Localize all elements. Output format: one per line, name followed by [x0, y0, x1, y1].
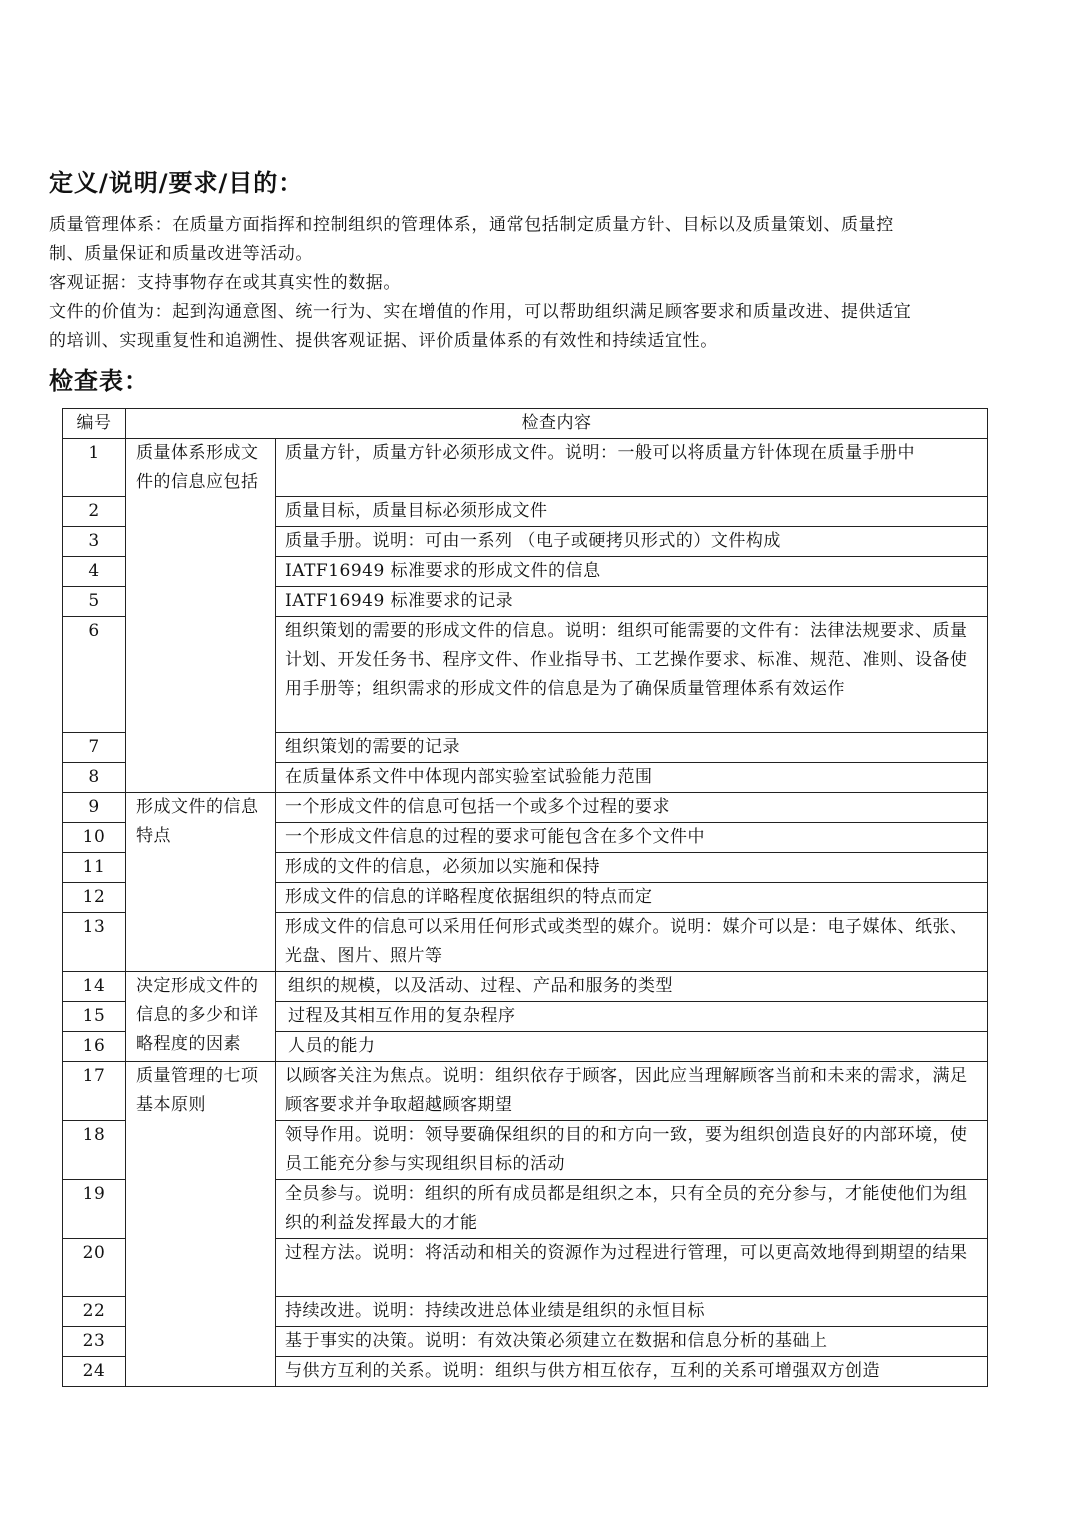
item-number: 24 [63, 1357, 126, 1387]
item-content: 一个形成文件信息的过程的要求可能包含在多个文件中 [276, 823, 988, 853]
item-content: 领导作用。说明：领导要确保组织的目的和方向一致，要为组织创造良好的内部环境，使员工能充分参与实现组织目标的活动 [276, 1121, 988, 1180]
table-row [63, 1062, 988, 1121]
item-number: 13 [63, 913, 126, 972]
item-content: 基于事实的决策。说明：有效决策必须建立在数据和信息分析的基础上 [276, 1327, 988, 1357]
category-cell: 质量管理的七项基本原则 [126, 1062, 276, 1387]
item-content: 形成文件的信息的详略程度依据组织的特点而定 [276, 883, 988, 913]
item-number: 20 [63, 1239, 126, 1297]
category-cell: 决定形成文件的信息的多少和详略程度的因素 [126, 972, 276, 1062]
item-number: 10 [63, 823, 126, 853]
table-row [63, 972, 988, 1002]
checklist-heading: 检查表： [49, 367, 149, 395]
item-number: 19 [63, 1180, 126, 1239]
item-content: 质量方针，质量方针必须形成文件。说明：一般可以将质量方针体现在质量手册中 [276, 439, 988, 497]
item-number: 14 [63, 972, 126, 1002]
item-content: 全员参与。说明：组织的所有成员都是组织之本，只有全员的充分参与，才能使他们为组织的利益发挥最大的才能 [276, 1180, 988, 1239]
checklist-table [62, 408, 988, 1387]
item-content: 质量手册。说明：可由一系列 （电子或硬拷贝形式的）文件构成 [276, 527, 988, 557]
item-content: IATF16949 标准要求的形成文件的信息 [276, 557, 988, 587]
item-number: 18 [63, 1121, 126, 1180]
item-number: 3 [63, 527, 126, 557]
item-content: 组织策划的需要的形成文件的信息。说明：组织可能需要的文件有：法律法规要求、质量计划、开发任务书、程序文件、作业指导书、工艺操作要求、标准、规范、准则、设备使用手册等；组织需求的形成文件的信息是为了确保质量管理体系有效运作 [276, 617, 988, 733]
item-content: 形成的文件的信息，必须加以实施和保持 [276, 853, 988, 883]
item-content: 过程方法。说明：将活动和相关的资源作为过程进行管理，可以更高效地得到期望的结果 [276, 1239, 988, 1297]
category-cell: 质量体系形成文件的信息应包括 [126, 439, 276, 793]
item-content: 质量目标，质量目标必须形成文件 [276, 497, 988, 527]
item-number: 5 [63, 587, 126, 617]
header-content: 检查内容 [126, 409, 988, 439]
item-number: 7 [63, 733, 126, 763]
definition-paragraph: 客观证据：支持事物存在或其真实性的数据。 [49, 273, 401, 293]
definitions-heading: 定义/说明/要求/目的： [49, 169, 304, 197]
item-number: 23 [63, 1327, 126, 1357]
item-number: 8 [63, 763, 126, 793]
item-content: 与供方互利的关系。说明：组织与供方相互依存，互利的关系可增强双方创造 [276, 1357, 988, 1387]
item-number: 17 [63, 1062, 126, 1121]
item-number: 6 [63, 617, 126, 733]
item-number: 2 [63, 497, 126, 527]
definition-paragraph: 文件的价值为：起到沟通意图、统一行为、实在增值的作用，可以帮助组织满足顾客要求和质量改进、提供适宜的培训、实现重复性和追溯性、提供客观证据、评价质量体系的有效性和持续适宜性。 [49, 302, 912, 351]
table-row [63, 439, 988, 497]
table-row [63, 793, 988, 823]
item-number: 22 [63, 1297, 126, 1327]
item-number: 11 [63, 853, 126, 883]
item-content: 形成文件的信息可以采用任何形式或类型的媒介。说明：媒介可以是：电子媒体、纸张、光盘、图片、照片等 [276, 913, 988, 972]
item-number: 1 [63, 439, 126, 497]
header-number: 编号 [63, 409, 126, 439]
item-content: 组织的规模，以及活动、过程、产品和服务的类型 [276, 972, 988, 1002]
item-content: 人员的能力 [276, 1032, 988, 1062]
category-cell: 形成文件的信息特点 [126, 793, 276, 972]
item-number: 12 [63, 883, 126, 913]
table-header-row [63, 409, 988, 439]
item-content: 持续改进。说明：持续改进总体业绩是组织的永恒目标 [276, 1297, 988, 1327]
item-number: 4 [63, 557, 126, 587]
item-content: 过程及其相互作用的复杂程序 [276, 1002, 988, 1032]
item-content: 一个形成文件的信息可包括一个或多个过程的要求 [276, 793, 988, 823]
item-content: 以顾客关注为焦点。说明：组织依存于顾客，因此应当理解顾客当前和未来的需求，满足顾客要求并争取超越顾客期望 [276, 1062, 988, 1121]
item-number: 16 [63, 1032, 126, 1062]
definition-paragraph: 质量管理体系：在质量方面指挥和控制组织的管理体系，通常包括制定质量方针、目标以及质量策划、质量控制、质量保证和质量改进等活动。 [49, 215, 894, 264]
item-number: 9 [63, 793, 126, 823]
item-content: IATF16949 标准要求的记录 [276, 587, 988, 617]
item-content: 组织策划的需要的记录 [276, 733, 988, 763]
item-number: 15 [63, 1002, 126, 1032]
item-content: 在质量体系文件中体现内部实验室试验能力范围 [276, 763, 988, 793]
